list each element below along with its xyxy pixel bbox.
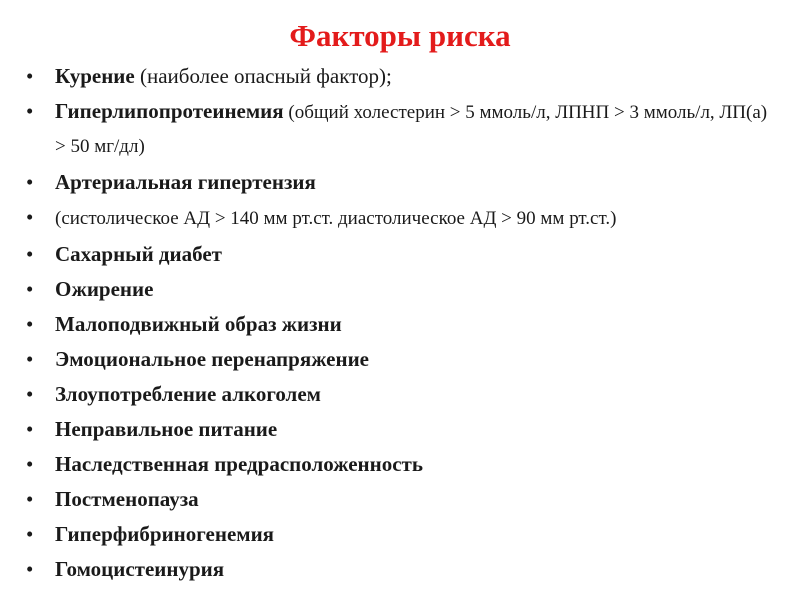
list-item-blood-pressure	[0, 201, 800, 235]
list-item-term: Злоупотребление алкоголем	[55, 382, 321, 406]
list-item-term: Сахарный диабет	[55, 242, 222, 266]
bullet-icon: •	[26, 99, 34, 123]
list-item-homocystinuria	[0, 553, 800, 585]
bullet-icon: •	[26, 557, 34, 581]
list-item-alcohol	[0, 378, 800, 410]
list-item-term: Ожирение	[55, 277, 154, 301]
list-item-sedentary	[0, 308, 800, 340]
list-item-detail: (наиболее опасный фактор);	[134, 64, 392, 88]
bullet-icon: •	[26, 277, 34, 301]
list-item-term: Гиперлипопротеинемия	[55, 99, 284, 123]
list-item-term: Курение	[55, 64, 135, 88]
bullet-icon: •	[26, 242, 34, 266]
list-item-term: Артериальная гипертензия	[55, 170, 316, 194]
bullet-icon: •	[26, 487, 34, 511]
list-item-diabetes	[0, 238, 800, 270]
list-item-postmenopause	[0, 483, 800, 515]
list-item-stress	[0, 343, 800, 375]
list-item-term: Неправильное питание	[55, 417, 278, 441]
list-item-term: Гиперфибриногенемия	[55, 522, 275, 546]
risk-factors-list	[0, 60, 800, 588]
bullet-icon: •	[26, 64, 34, 88]
list-item-term: Гомоцистеинурия	[55, 557, 225, 581]
list-item-hyperlipoproteinemia	[0, 95, 800, 163]
bullet-icon: •	[26, 170, 34, 194]
slide-title: Факторы риска	[289, 18, 511, 53]
list-item-hypertension	[0, 166, 800, 198]
list-item-term: Постменопауза	[55, 487, 199, 511]
list-item-diet	[0, 413, 800, 445]
list-item-term: Малоподвижный образ жизни	[55, 312, 342, 336]
list-item-detail: (общий холестерин > 5 ммоль/л, ЛПНП > 3 ммоль/л, ЛП(а) > 50 мг/дл)	[55, 102, 768, 157]
bullet-icon: •	[26, 417, 34, 441]
list-item-term: Наследственная предрасположенность	[55, 452, 423, 476]
bullet-icon: •	[26, 312, 34, 336]
bullet-icon: •	[26, 382, 34, 406]
bullet-icon: •	[26, 522, 34, 546]
list-item-smoking	[0, 60, 800, 92]
bullet-icon: •	[26, 452, 34, 476]
list-item-obesity	[0, 273, 800, 305]
bullet-icon: •	[26, 205, 34, 229]
list-item-heredity	[0, 448, 800, 480]
bullet-icon: •	[26, 347, 34, 371]
list-item-term: Эмоциональное перенапряжение	[55, 347, 369, 371]
list-item-hyperfibrinogenemia	[0, 518, 800, 550]
list-item-detail: (систолическое АД > 140 мм рт.ст. диастолическое АД > 90 мм рт.ст.)	[55, 208, 617, 229]
